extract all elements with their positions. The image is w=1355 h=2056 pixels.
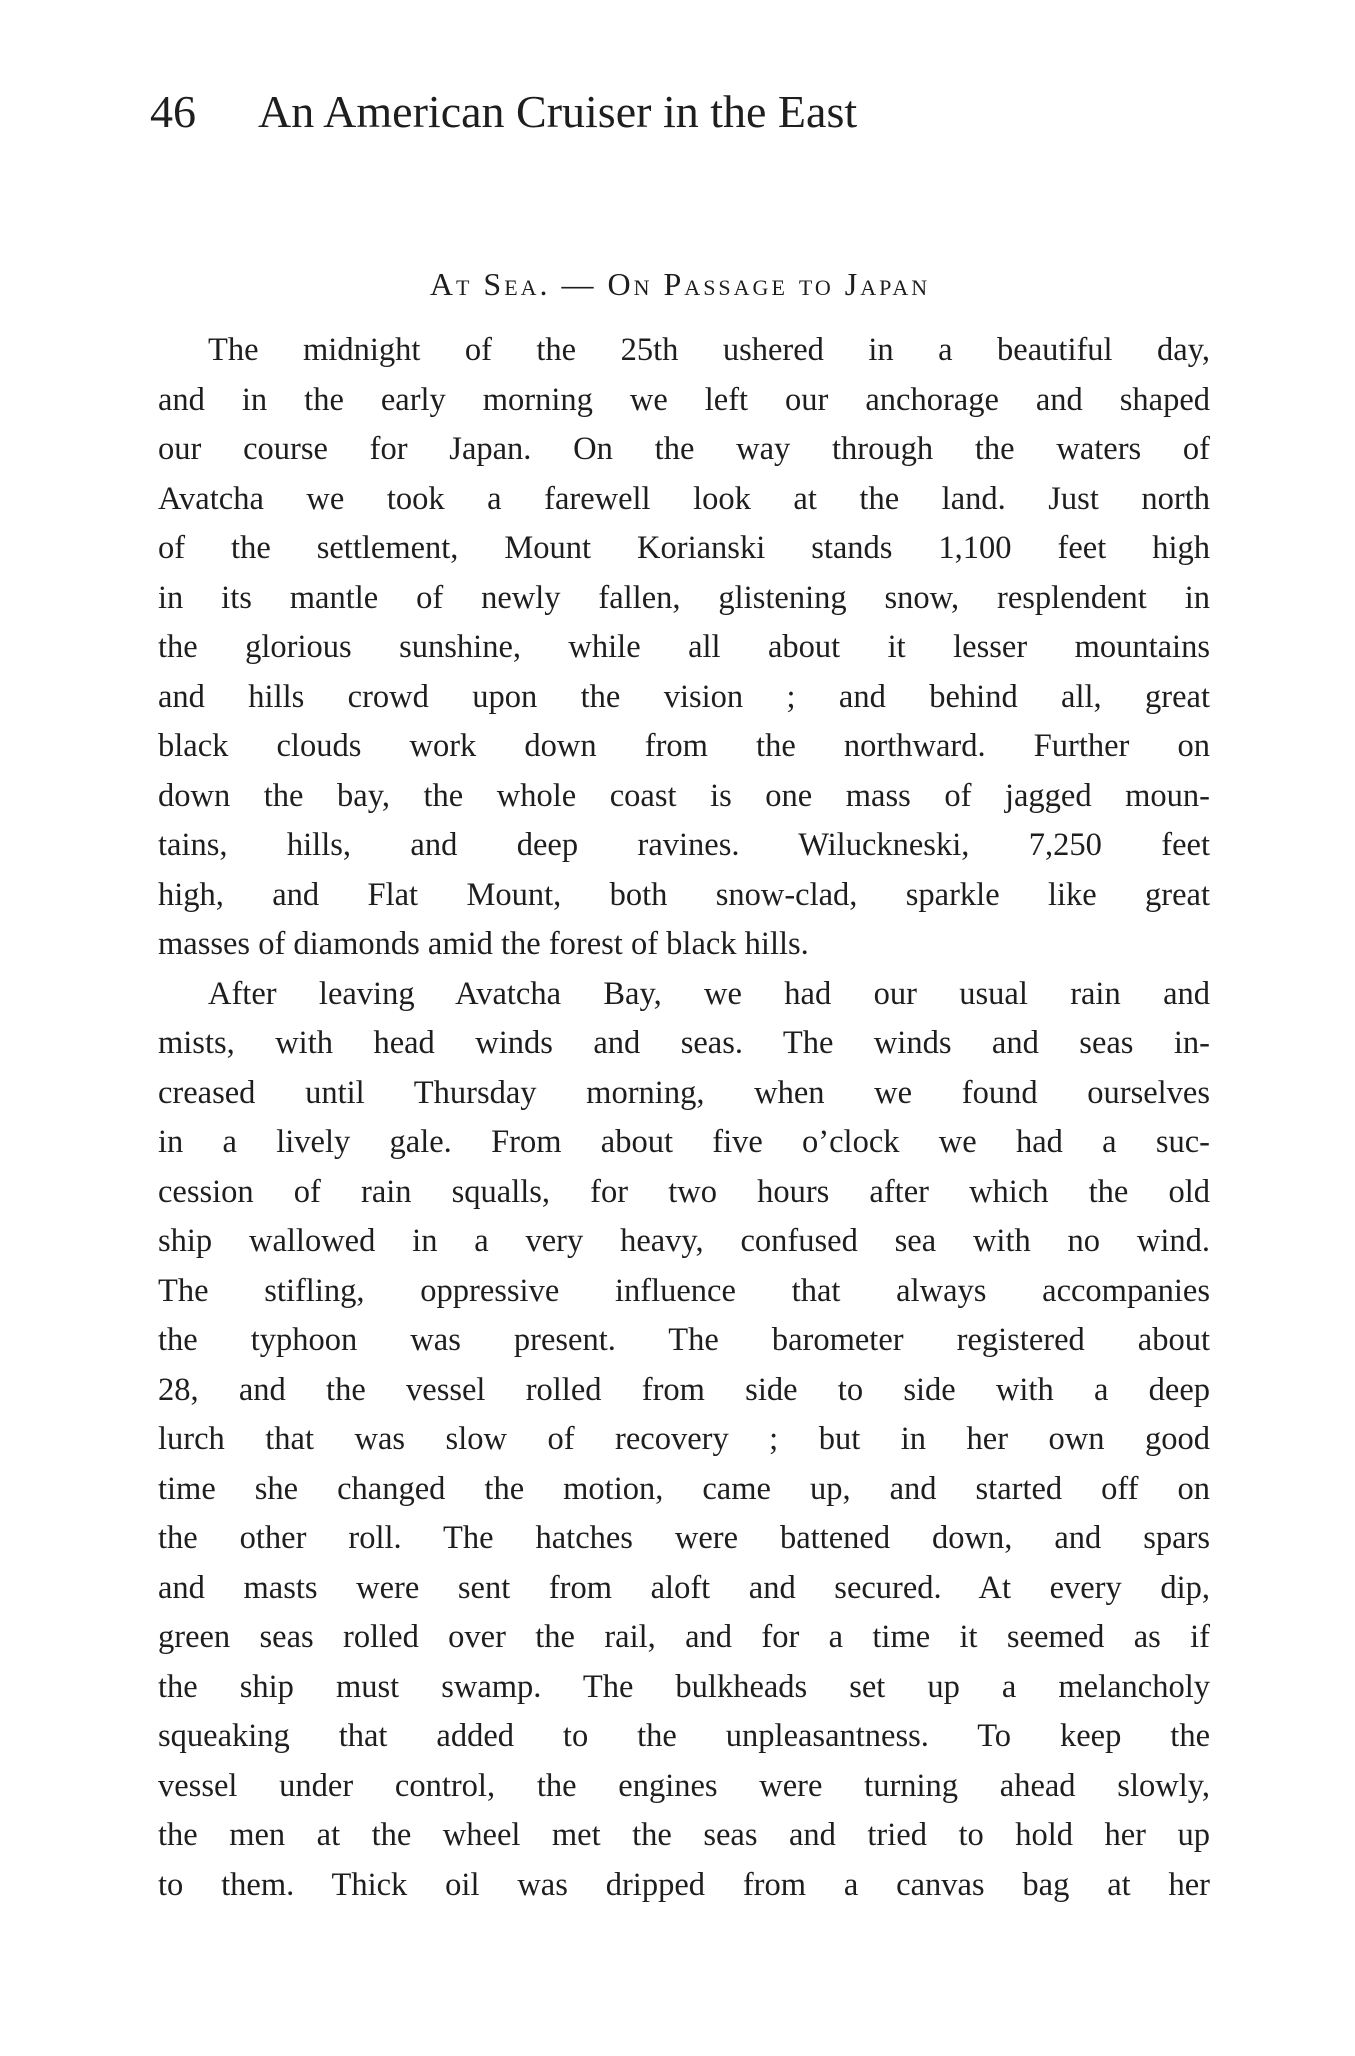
text-line: the typhoon was present. The barometer registered about xyxy=(158,1322,1210,1358)
book-title: An American Cruiser in the East xyxy=(258,86,858,137)
body-text xyxy=(158,326,1210,1910)
text-line: in a lively gale. From about five o’clock we had a suc- xyxy=(158,1124,1210,1160)
text-line: Avatcha we took a farewell look at the land. Just north xyxy=(158,480,1210,517)
text-line: the other roll. The hatches were battened down, and spars xyxy=(158,1520,1210,1556)
text-line: vessel under control, the engines were turning ahead slowly, xyxy=(158,1767,1210,1804)
paragraph-2 xyxy=(158,970,1210,1911)
text-line: the glorious sunshine, while all about it lesser mountains xyxy=(158,629,1210,665)
text-line: After leaving Avatcha Bay, we had our usual rain and xyxy=(208,975,1210,1012)
running-head xyxy=(150,82,1150,142)
text-line: down the bay, the whole coast is one mass of jagged moun- xyxy=(158,777,1210,814)
text-line: the men at the wheel met the seas and tried to hold her up xyxy=(158,1817,1210,1853)
text-line: of the settlement, Mount Korianski stands 1,100 feet high xyxy=(158,530,1210,566)
text-line: green seas rolled over the rail, and for a time it seemed as if xyxy=(158,1619,1210,1655)
text-line: the ship must swamp. The bulkheads set up a melancholy xyxy=(158,1668,1210,1705)
text-line: to them. Thick oil was dripped from a canvas bag at her xyxy=(158,1866,1210,1903)
text-line: high, and Flat Mount, both snow-clad, sparkle like great xyxy=(158,876,1210,913)
paragraph-1 xyxy=(158,326,1210,970)
text-line: 28, and the vessel rolled from side to side with a deep xyxy=(158,1371,1210,1408)
text-line: lurch that was slow of recovery ; but in her own good xyxy=(158,1421,1210,1457)
text-line: black clouds work down from the northward. Further on xyxy=(158,728,1210,764)
text-line: masses of diamonds amid the forest of black hills. xyxy=(158,926,809,962)
text-line: time she changed the motion, came up, and started off on xyxy=(158,1470,1210,1507)
text-line: mists, with head winds and seas. The winds and seas in- xyxy=(158,1025,1210,1061)
text-line: The stifling, oppressive influence that always accompanies xyxy=(158,1272,1210,1309)
section-heading: At Sea. — On Passage to Japan xyxy=(429,266,931,302)
text-line: in its mantle of newly fallen, glistening snow, resplendent in xyxy=(158,579,1210,616)
text-line: creased until Thursday morning, when we found ourselves xyxy=(158,1074,1210,1111)
page-number: 46 xyxy=(150,86,196,137)
text-line: and masts were sent from aloft and secured. At every dip, xyxy=(158,1569,1210,1606)
text-line: tains, hills, and deep ravines. Wiluckneski, 7,250 feet xyxy=(158,827,1210,863)
text-line: and hills crowd upon the vision ; and behind all, great xyxy=(158,678,1210,715)
text-line: ship wallowed in a very heavy, confused sea with no wind. xyxy=(158,1223,1210,1259)
text-line: cession of rain squalls, for two hours after which the old xyxy=(158,1173,1210,1210)
text-line: The midnight of the 25th ushered in a beautiful day, xyxy=(208,332,1210,368)
text-line: our course for Japan. On the way through the waters of xyxy=(158,431,1210,467)
text-line: and in the early morning we left our anchorage and shaped xyxy=(158,381,1210,418)
text-line: squeaking that added to the unpleasantness. To keep the xyxy=(158,1718,1210,1754)
